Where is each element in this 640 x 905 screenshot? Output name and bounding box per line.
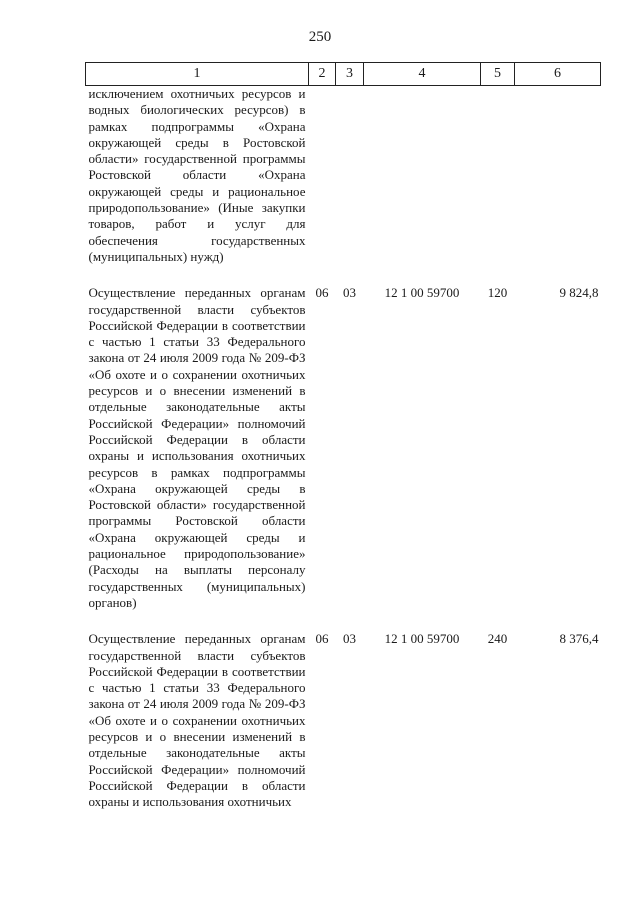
- table-row: [86, 86, 601, 266]
- row-section: [309, 86, 336, 266]
- header-col-1: 1: [86, 63, 309, 86]
- header-col-5: 5: [481, 63, 515, 86]
- row-subsection: 03: [343, 631, 356, 647]
- row-expense-type: [481, 86, 515, 266]
- row-description: Осуществление переданных органам государственной власти субъектов Российской Федерации в соответствии с частью 1 статьи 33 Федерального закона от 24 июля 2009 года № 209-ФЗ «Об охоте и о сохранении охотничьих ресурсов и о внесении изменений в отдельные законодательные акты Российской Федерации» полномочий Российской Федерации в области охраны и использования охотничьих ресурсов в рамках подпрограммы «Охрана окружающей среды в Ростовской области» государственной программы Ростовской области «Охрана окружающей среды и рациональное природопользование» (Расходы на выплаты персоналу государственных (муниципальных) органов): [88, 285, 306, 610]
- row-amount: [515, 86, 601, 266]
- header-col-6: 6: [515, 63, 601, 86]
- table-row: [86, 265, 601, 611]
- row-expense-type: 120: [487, 285, 508, 301]
- row-subsection: [336, 86, 364, 266]
- row-description: Осуществление переданных органам государственной власти субъектов Российской Федерации в соответствии с частью 1 статьи 33 Федерального закона от 24 июля 2009 года № 209-ФЗ «Об охоте и о сохранении охотничьих ресурсов и о внесении изменений в отдельные законодательные акты Российской Федерации» полномочий Российской Федерации в области охраны и использования охотничьих: [88, 631, 306, 810]
- row-amount: 9 824,8: [559, 285, 599, 301]
- row-amount: 8 376,4: [559, 631, 599, 647]
- row-target-code: [364, 86, 481, 266]
- header-col-4: 4: [364, 63, 481, 86]
- row-section: 06: [315, 285, 329, 301]
- table-row: [86, 611, 601, 810]
- table-header-row: [86, 63, 601, 86]
- budget-table: [85, 62, 601, 810]
- row-subsection: 03: [343, 285, 356, 301]
- page-number: 250: [308, 29, 332, 45]
- row-target-code: 12 1 00 59700: [384, 631, 460, 647]
- header-col-2: 2: [309, 63, 336, 86]
- row-section: 06: [315, 631, 329, 647]
- row-target-code: 12 1 00 59700: [384, 285, 460, 301]
- row-description: исключением охотничьих ресурсов и водных биологических ресурсов) в рамках подпрограммы «Охрана окружающей среды в Ростовской области» государственной программы Ростовской области «Охрана окружающей среды и рациональное природопользование» (Иные закупки товаров, работ и услуг для обеспечения государственных (муниципальных) нужд): [88, 86, 306, 264]
- header-col-3: 3: [336, 63, 364, 86]
- row-expense-type: 240: [487, 631, 508, 647]
